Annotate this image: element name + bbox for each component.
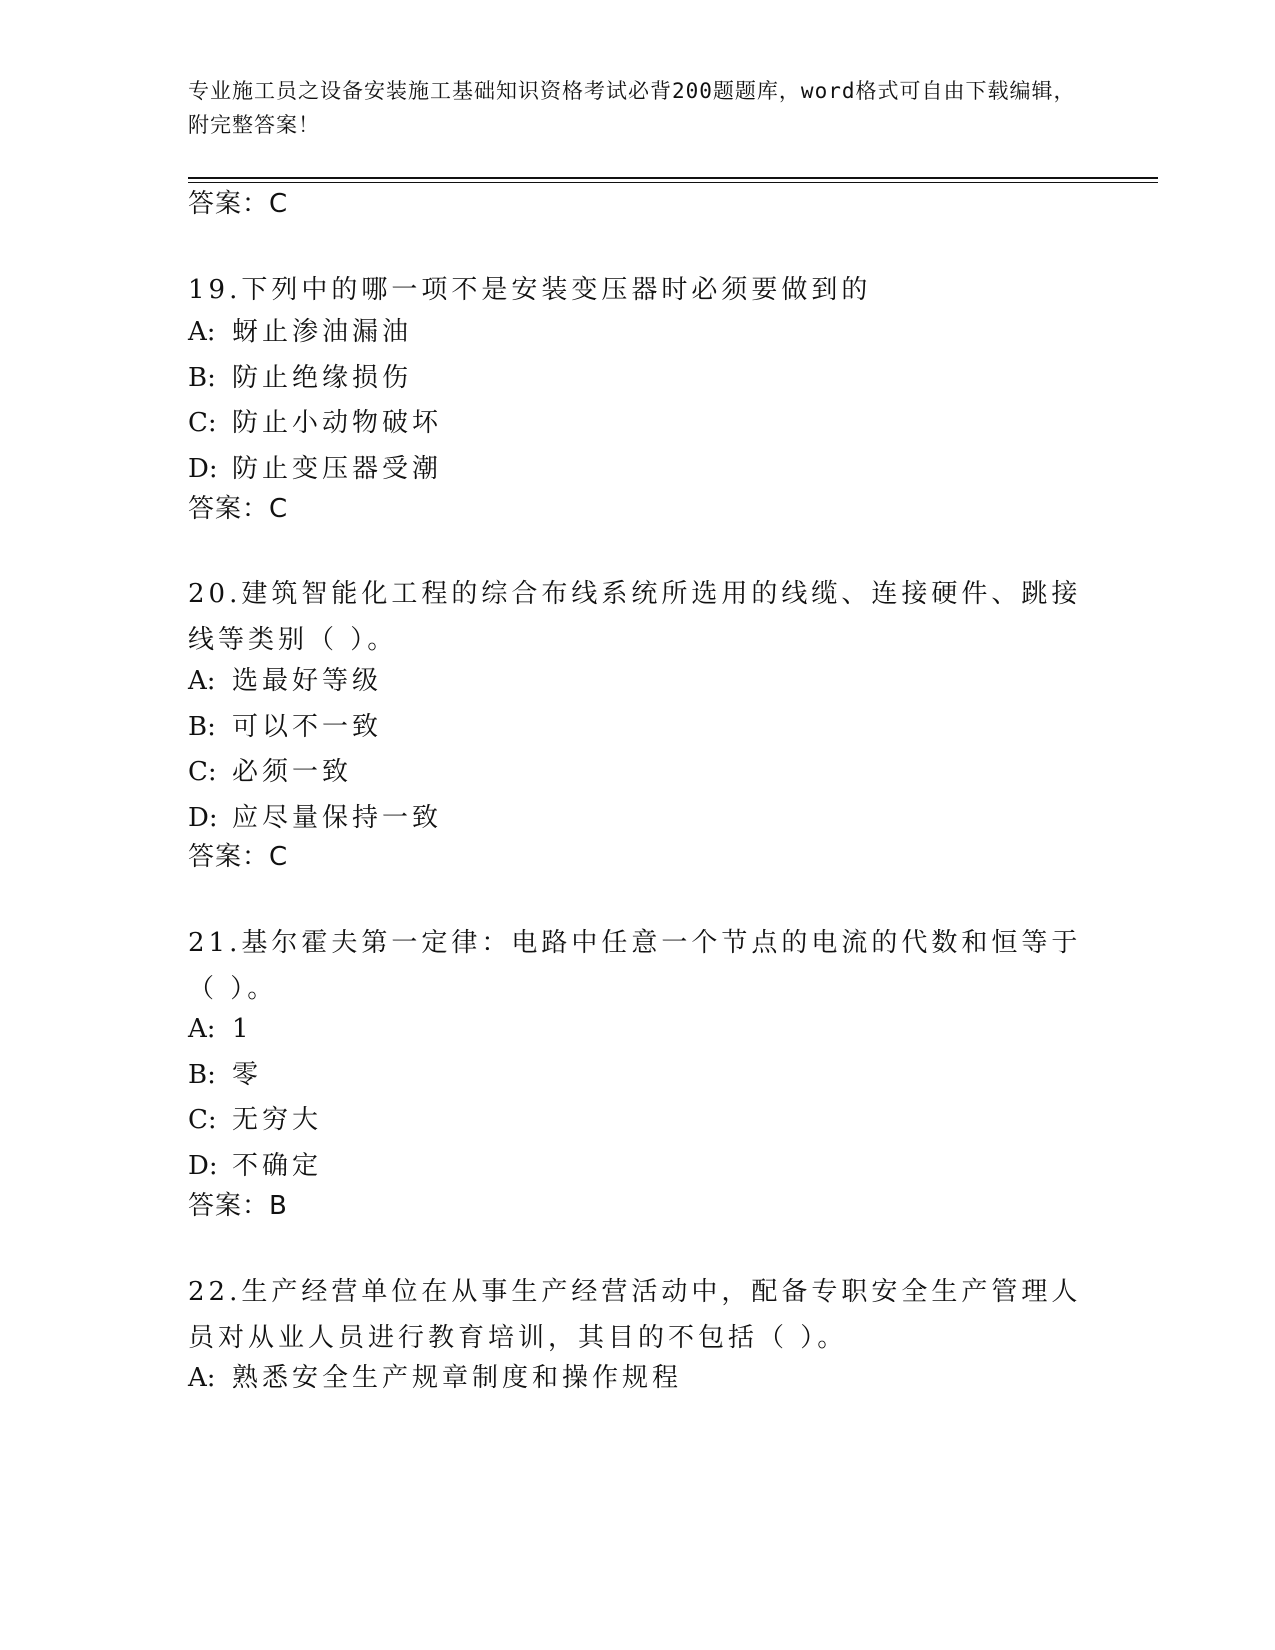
question-text: 基尔霍夫第一定律：电路中任意一个节点的电流的代数和恒等于（ ）。 xyxy=(188,928,1082,1004)
option-c xyxy=(188,750,1088,796)
question-19-options xyxy=(188,310,1088,492)
option-b xyxy=(188,356,1088,402)
question-number: 20. xyxy=(188,579,242,609)
answer-label: 答案： xyxy=(188,1191,270,1221)
question-21-stem xyxy=(188,920,1088,1012)
option-a xyxy=(188,1356,1088,1402)
option-c xyxy=(188,1098,1088,1144)
option-b xyxy=(188,1053,1088,1099)
option-key: C: xyxy=(188,1105,217,1135)
option-key: A: xyxy=(188,317,216,347)
option-b xyxy=(188,705,1088,751)
question-text: 建筑智能化工程的综合布线系统所选用的线缆、连接硬件、跳接线等类别（ ）。 xyxy=(188,579,1082,655)
option-key: D: xyxy=(188,802,218,833)
option-key: A: xyxy=(188,1014,216,1044)
option-key: B: xyxy=(188,1059,216,1090)
answer-label: 答案： xyxy=(188,494,270,524)
option-key: D: xyxy=(188,1150,218,1181)
header-rule-thick xyxy=(188,177,1158,179)
answer-line xyxy=(188,182,1088,226)
option-a xyxy=(188,659,1088,705)
question-20-stem xyxy=(188,571,1088,663)
option-key: C: xyxy=(188,757,217,787)
option-text: 应尽量保持一致 xyxy=(232,802,443,833)
question-20-options xyxy=(188,659,1088,841)
question-number: 22. xyxy=(188,1277,242,1307)
option-d xyxy=(188,1144,1088,1190)
answer-value: C xyxy=(269,494,289,524)
question-21-options xyxy=(188,1007,1088,1189)
option-d xyxy=(188,447,1088,493)
option-text: 防止绝缘损伤 xyxy=(232,362,413,393)
document-page xyxy=(188,0,1158,1650)
option-text: 防止变压器受潮 xyxy=(232,453,443,484)
question-20-answer xyxy=(188,835,1088,879)
question-text: 生产经营单位在从事生产经营活动中，配备专职安全生产管理人员对从业人员进行教育培训，其目的不包括（ ）。 xyxy=(188,1277,1082,1353)
option-c xyxy=(188,401,1088,447)
option-text: 蚜止渗油漏油 xyxy=(232,317,413,347)
question-19-answer xyxy=(188,487,1088,531)
answer-value: C xyxy=(269,842,289,872)
option-text: 1 xyxy=(232,1014,253,1044)
page-header: 专业施工员之设备安装施工基础知识资格考试必背200题题库，word格式可自由下载编辑，附完整答案！ xyxy=(188,79,1076,137)
option-text: 熟悉安全生产规章制度和操作规程 xyxy=(232,1363,683,1393)
option-key: A: xyxy=(188,1363,216,1393)
option-key: D: xyxy=(188,453,218,484)
answer-value: C xyxy=(269,189,289,219)
question-number: 21. xyxy=(188,928,242,958)
answer-label: 答案： xyxy=(188,842,270,872)
option-key: B: xyxy=(188,362,216,393)
option-text: 无穷大 xyxy=(232,1105,323,1135)
question-text: 下列中的哪一项不是安装变压器时必须要做到的 xyxy=(241,275,872,305)
answer-value: B xyxy=(269,1191,288,1221)
option-a xyxy=(188,1007,1088,1053)
answer-label: 答案： xyxy=(188,189,270,219)
question-22-stem xyxy=(188,1269,1088,1361)
question-19-stem xyxy=(188,267,1088,313)
question-number: 19. xyxy=(188,275,242,305)
question-22-options xyxy=(188,1356,1088,1402)
option-a xyxy=(188,310,1088,356)
option-key: B: xyxy=(188,711,216,742)
option-text: 必须一致 xyxy=(232,757,353,787)
option-text: 防止小动物破坏 xyxy=(232,408,443,438)
option-text: 可以不一致 xyxy=(232,711,383,742)
option-key: A: xyxy=(188,666,216,696)
option-text: 选最好等级 xyxy=(232,666,383,696)
option-text: 不确定 xyxy=(232,1150,323,1181)
option-text: 零 xyxy=(232,1059,263,1090)
question-21-answer xyxy=(188,1184,1088,1228)
option-key: C: xyxy=(188,408,217,438)
